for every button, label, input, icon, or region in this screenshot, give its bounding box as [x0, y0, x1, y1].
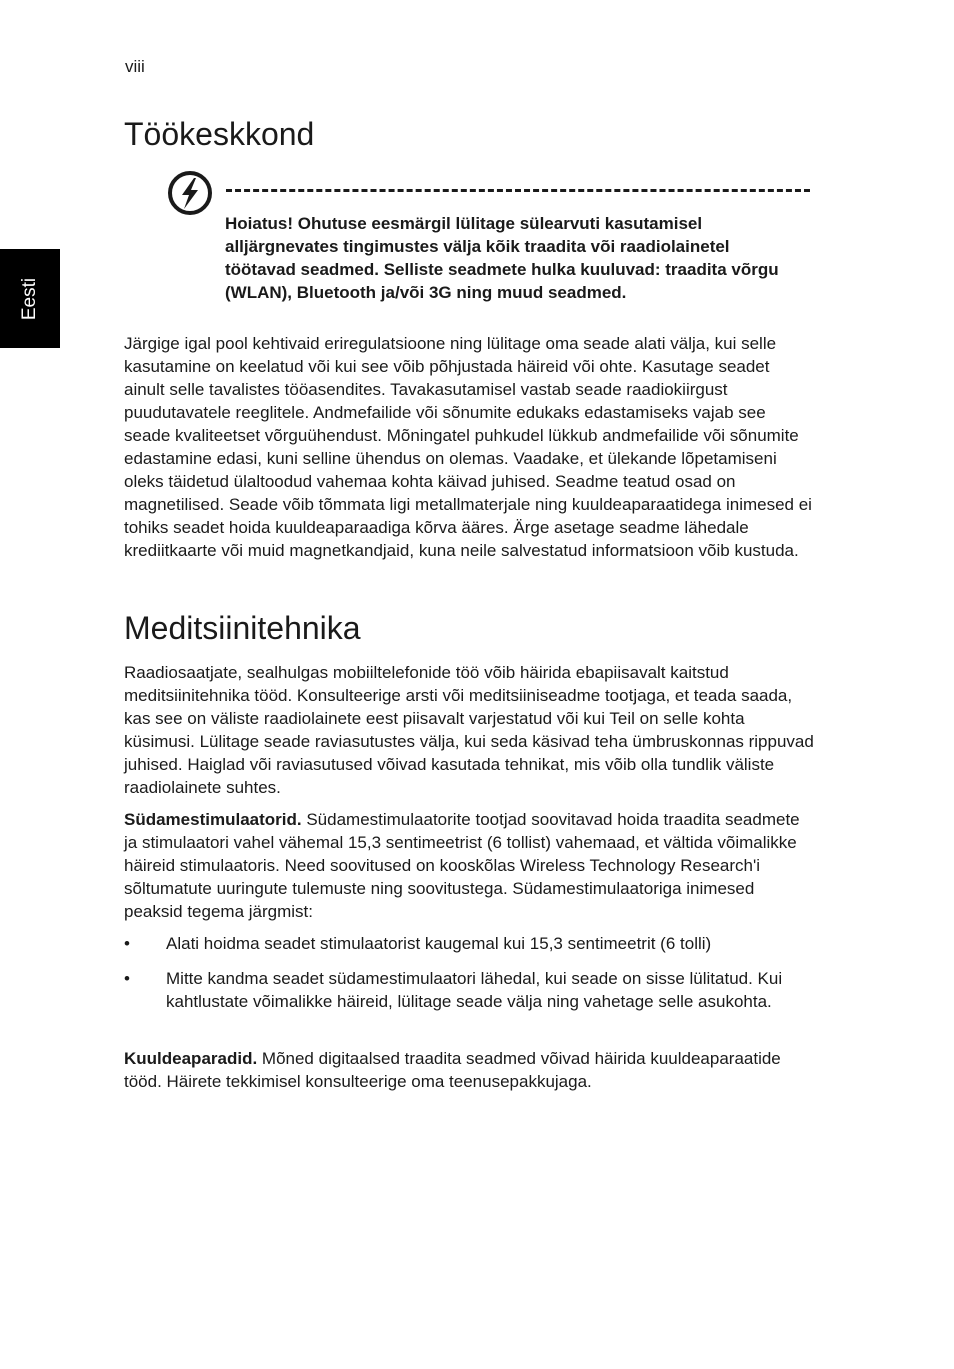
warning-text: Hoiatus! Ohutuse eesmärgil lülitage sülearvuti kasutamisel alljärgnevates tingimustes välja kõik traadita või raadiolainetel töötavad seadmed. Selliste seadmete hulka kuuluvad: traadita võrgu (WLAN), Bluetooth ja/või 3G ning muud seadmed. — [225, 214, 779, 302]
language-tab-label: Eesti — [19, 277, 40, 320]
heading-work-environment: Töökeskkond — [124, 116, 315, 152]
list-item-text: Alati hoidma seadet stimulaatorist kaugemal kui 15,3 sentimeetrit (6 tolli) — [166, 934, 712, 953]
warning-box — [167, 170, 812, 310]
page-number: viii — [125, 57, 145, 76]
hearing-aids-paragraph — [124, 1047, 814, 1093]
hearing-aids-text: Mõned digitaalsed traadita seadmed võivad häirida kuuldeaparaatide tööd. Häirete tekkimisel konsulteerige oma teenusepakkujaga. — [124, 1049, 781, 1091]
lightning-warning-icon — [167, 170, 213, 216]
heading-medical-devices: Meditsiinitehnika — [124, 610, 361, 646]
bullet-icon: • — [124, 934, 130, 953]
hearing-aids-label: Kuuldeaparadid. — [124, 1049, 258, 1068]
pacemakers-label: Südamestimulaatorid. — [124, 810, 302, 829]
work-environment-paragraph: Järgige igal pool kehtivaid eriregulatsioone ning lülitage oma seade alati välja, kui selle kasutamine on keelatud või kui see võib põhjustada häireid või ohte. Kasutage seadet ainult selle tavalistes tööasendites. Tavakasutamisel vastab seade raadiokiirgust puudutavatele reeglitele. Andmefailide või sõnumite edukaks edastamiseks vajab see seade kvaliteetset võrguühendust. Mõningatel puhkudel lükkub andmefailide või sõnumite edastamine edasi, kuni selline ühendus on olemas. Vaadake, et ülekande lõpetamiseni oleks täidetud ülaltoodud vahemaa kohta käivad juhised. Seadme teatud osad on magnetilised. Seade võib tõmmata ligi metallmaterjale ning kuuldeaparaatidega inimesed ei tohiks seadet hoida kuuldeaparaadiga kõrva ääres. Ärge asetage seadme lähedale krediitkaarte või muid magnetkandjaid, kuna neile salvestatud informatsioon võib kustuda. — [124, 334, 812, 560]
warning-divider — [226, 189, 810, 192]
pacemakers-paragraph — [124, 808, 814, 923]
bullet-icon: • — [124, 969, 130, 988]
language-tab — [0, 249, 60, 348]
list-item-text: Mitte kandma seadet südamestimulaatori lähedal, kui seade on sisse lülitatud. Kui kahtlustate võimalikke häireid, lülitage seade välja ning vahetage selle asukohta. — [166, 969, 783, 1011]
medical-intro-paragraph: Raadiosaatjate, sealhulgas mobiiltelefonide töö võib häirida ebapiisavalt kaitstud meditsiinitehnika tööd. Konsulteerige arsti või meditsiiniseadme tootjaga, et teada saada, kas see on väliste raadiolainete eest piisavalt varjestatud või kui Teil on selle kohta küsimusi. Lülitage seade raviasutustes välja, kui seda käsivad teha ümbruskonnas rippuvad juhised. Haiglad või raviasutused võivad kasutada tehnikat, mis võib olla tundlik väliste raadiolainete suhtes. — [124, 663, 814, 797]
pacemakers-text: Südamestimulaatorite tootjad soovitavad hoida traadita seadmete ja stimulaatori vahel vähemal 15,3 sentimeetrist (6 tollist) vahemaad, et vältida võimalikke häireid stimulaatoris. Need soovitused on kooskõlas Wireless Technology Research'i sõltumatute uuringute tulemuste ning soovitustega. Südamestimulaatoriga inimesed peaksid tegema järgmist: — [124, 810, 800, 921]
